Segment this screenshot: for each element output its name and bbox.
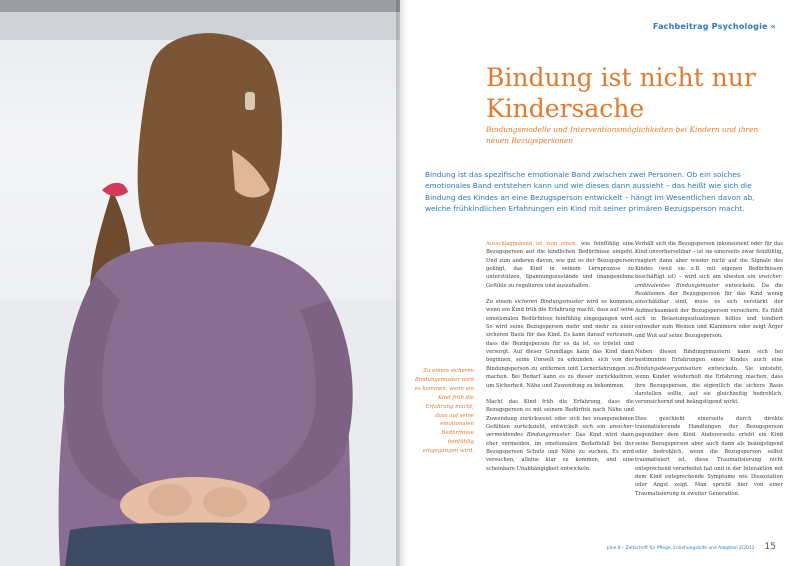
paragraph-text: Macht das Kind früh die Erfahrung, dass die Bezugsperson es mit seinem Bedürfnis nach Nähe und Zuwendung zurückweist oder sich bei unangenehmen Gefühlen zurückzieht, entwickelt sich ein	[486, 398, 634, 430]
text-column-1	[486, 240, 634, 481]
paragraph-text: entwickeln. Da die Reaktionen der Bezugsperson für das Kind wenig einschätzbar sind, muss es sich verstärkt der Aufmerksamkeit der Bezugsperson versichern. Es fühlt sich in Belastungssituationen hilflos und tendiert entweder zum Weinen und Klammern oder zeigt Ärger und Wut auf seine Bezugsperson.	[635, 282, 783, 339]
paragraph: Dies geschieht einerseits durch direkte traumatisierende Handlungen der Bezugsperson gegenüber dem Kind. Andererseits erlebt ein Kind seine Bezugsperson aber auch dann als beängstigend oder bedrohlich, wenn die Bezugsperson selbst traumatisiert ist, diese Traumatisierung nicht entsprechend verarbeitet hat und in der Interaktion mit dem Kind entsprechende Symptome wie Dissoziation oder Angst zeigt. Man spricht hier von einer Traumatisierung in zweiter Generation.	[635, 415, 783, 497]
paragraph-text: Neben diesen Bindungsmustern kann sich bei bestimmten Erfahrungen eines Kindes auch eine	[635, 349, 783, 364]
page-footer	[607, 542, 776, 552]
paragraph-text: wie feinfühlig eine Bezugsperson auf die kindlichen Bedürfnisse eingeht. Und zum anderen davon, wie gut es der Bezugsperson gelingt, das Kind in seinem Lernprozess zu unterstützen, Spannungszustände und unangenehme Gefühle zu regulieren und auszuhalten.	[486, 241, 634, 289]
page-number: 15	[764, 542, 776, 552]
emphasis: unsicher-vermeidendes Bindungsmuster	[486, 423, 634, 439]
paragraph	[635, 348, 783, 406]
paragraph-text: . Das Kind wird dann eher vermeiden, im emotionalen Bedarfsfall bei der Bezugsperson Schutz und Nähe zu suchen. Es wird versuchen, alleine klar zu kommen, und eine scheinbare Unabhängigkeit entwickeln.	[486, 432, 634, 472]
paragraph-text: Verhält sich die Bezugsperson inkonsistent oder für das Kind unvorhersehbar – ist sie einerseits zwar feinfühlig, reagiert dann aber wieder nicht auf die Signale des Kindes (weil sie z.B. mit eigenen Bedürfnissen beschäftigt ist) – wird sich am ehesten ein	[635, 241, 783, 281]
paragraph	[486, 298, 634, 390]
paragraph	[486, 240, 634, 290]
section-label: Fachbeitrag Psychologie «	[652, 22, 776, 31]
page-gutter	[396, 0, 410, 566]
article-subtitle: Bindungsmodelle und Interventionsmöglichkeiten bei Kindern und ihren neuen Bezugspersonen	[486, 125, 759, 145]
paragraph-text: entwickeln. Sie entsteht, wenn Kinder wiederholt die Erfahrung machen, dass ihre Bezugsperson, die eigentlich die sichere Basis darstellen sollte, auf sie gleichzeitig bedrohlich, verunsichernd und beängstigend wirkt.	[635, 365, 783, 406]
paragraph-text: wird es kommen, wenn ein Kind früh die Erfahrung macht, dass auf seine emotionalen Bedürfnisse feinfühlig eingegangen wird. So wird seine Bezugsperson mehr und mehr zu einer sicheren Basis für das Kind. Es kann darauf vertrauen, dass die Bezugsperson für es da ist, es tröstet und versorgt. Auf dieser Grundlage kann das Kind dann beginnen, seine Umwelt zu erkunden, sich von der Bindungsperson zu entfernen und Lernerfahrungen zu machen. Bei Bedarf kann es zu dieser zurückkehren, um Sicherheit, Nähe und Zuwendung zu bekommen.	[486, 299, 634, 389]
text-column-2	[635, 240, 783, 506]
emphasis: sicheren Bindungsmuster	[514, 299, 584, 306]
paragraph	[486, 398, 634, 473]
article-title	[486, 62, 776, 124]
emphasis: unsicher-ambivalentes Bindungsmuster	[635, 274, 783, 289]
magazine-name: pine 8 – Zeitschrift für Pflege, Erziehungshilfe und Adoption 2/2012	[606, 546, 755, 551]
article-lead: Bindung ist das spezifische emotionale Band zwischen zwei Personen. Ob ein solches emotionales Band entstehen kann und wie dieses dann aussieht – das heißt wie sich die Bindung des Kindes an eine Bezugsperson entwickelt – hängt im Wesentlichen davon ab, welche frühkindlichen Erfahrungen ein Kind mit seiner primären Bezugsperson macht.	[425, 170, 755, 213]
title-line-1: Bindung ist nicht nur	[486, 63, 756, 92]
emphasis: Bindungsdesorganisation	[635, 365, 702, 372]
paragraph	[635, 240, 783, 340]
pull-quote: Zu einem sicheren Bindungsmuster wird es kommen, wenn ein Kind früh die Erfahrung macht, dass auf seine emotionalen Bedürfnisse feinfühlig eingegangen wird.	[414, 368, 474, 455]
title-line-2: Kindersache	[486, 94, 645, 123]
paragraph-text: Zu einem	[486, 299, 515, 306]
highlight-phrase: Ausschlaggebend ist zum einen,	[486, 241, 578, 247]
